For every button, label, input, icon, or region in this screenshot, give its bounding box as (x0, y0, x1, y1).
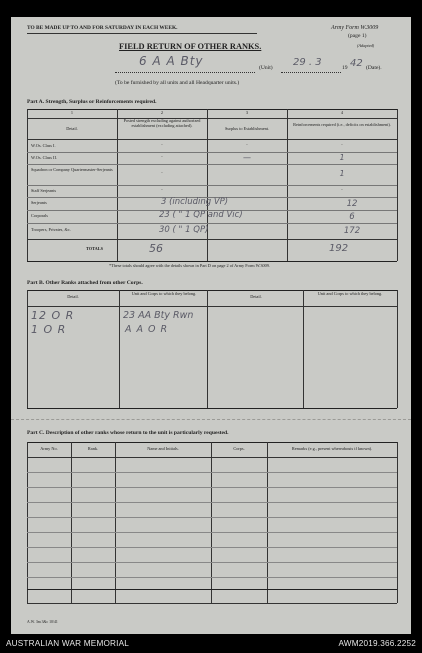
form-title: FIELD RETURN OF OTHER RANKS. (119, 42, 262, 51)
part-c-row-rule (27, 472, 397, 473)
page-number: (page 1) (348, 33, 367, 39)
part-c-row-rule (27, 487, 397, 488)
row-reinf: - (341, 187, 343, 192)
part-a-header-rule (27, 139, 397, 140)
part-c-header: Rank. (87, 446, 99, 451)
totals-label: TOTALS (86, 246, 104, 251)
part-b-col-line (119, 290, 120, 408)
part-b-col-line (27, 290, 28, 408)
row-reinf: 12 (346, 199, 358, 209)
part-c-heading: Part C. Description of other ranks whose return to the unit is particularly requested. (27, 430, 229, 436)
date-line (281, 72, 341, 73)
part-b-heading: Part B. Other Ranks attached from other Corps. (27, 280, 143, 286)
row-reinf: - (341, 142, 343, 147)
total-posted: 56 (149, 242, 163, 255)
part-c-row-rule (27, 532, 397, 533)
part-b-col-line (303, 290, 304, 408)
row-rule (27, 185, 397, 186)
year-handwritten: 42 (350, 58, 363, 69)
unit-handwritten: 6 A A Bty (139, 54, 204, 68)
part-a-col-line (397, 109, 398, 261)
part-b-detail: 12 O R (31, 309, 75, 322)
header-posted: Posted strength excluding against authorized establishment (excluding attached). (123, 118, 201, 128)
date-label: (Date). (366, 65, 382, 71)
part-b-header: Detail. (67, 294, 79, 299)
header-surplus: Surplus to Establishment. (224, 126, 270, 131)
form-subtitle: (To be furnished by all units and all Headquarter units.) (115, 80, 240, 86)
part-c-header: Name and Initials. (147, 446, 179, 451)
part-a-heading: Part A. Strength, Surplus or Reinforcements required. (27, 99, 157, 105)
unit-label: (Unit) (259, 65, 273, 71)
part-c-col-line (211, 442, 212, 603)
col-number-3: 3 (245, 110, 249, 115)
row-posted: 3 (including VP) (161, 197, 229, 207)
row-posted: - (161, 170, 163, 175)
part-c-col-line (27, 442, 28, 603)
year-prefix: 19 (342, 65, 348, 71)
col-number-1: 1 (70, 110, 74, 115)
part-c-row-rule (27, 517, 397, 518)
part-c-header-rule (27, 457, 397, 458)
part-b-detail: 1 O R (31, 323, 67, 336)
top-note: TO BE MADE UP TO AND FOR SATURDAY IN EACH WEEK. (27, 25, 178, 31)
row-posted: 30 ( " 1 QP) (159, 225, 209, 235)
col-number-2: 2 (160, 110, 164, 115)
row-detail: Corporals (31, 213, 48, 218)
part-c-col-line (267, 442, 268, 603)
row-detail: Staff Serjeants (31, 188, 57, 193)
row-detail: Troopers, Privates, &c. (31, 227, 71, 232)
row-reinf: 1 (339, 153, 345, 162)
footer-right: AWM2019.366.2252 (338, 639, 416, 648)
fold-line (11, 419, 411, 420)
total-reinforcements: 192 (329, 243, 349, 254)
part-b-header: Unit and Corps to which they belong. (317, 291, 383, 296)
part-c-row-rule (27, 502, 397, 503)
row-detail: W.Os. Class II. (31, 155, 57, 160)
part-c-row-rule (27, 547, 397, 548)
part-b-unit: A A O R (125, 324, 169, 335)
unit-line (115, 72, 255, 73)
part-b-col-line (207, 290, 208, 408)
part-c-end-rule (27, 603, 397, 604)
part-b-col-line (397, 290, 398, 408)
row-reinf: 1 (339, 169, 345, 178)
row-posted: 23 ( " 1 QP and Vic) (159, 210, 243, 220)
form-number: Army Form W.3009 (331, 25, 379, 31)
part-b-unit: 23 AA Bty Rwn (123, 310, 194, 321)
part-b-header-rule (27, 306, 397, 307)
top-note-underline (27, 33, 257, 34)
part-a-footnote: *These totals should agree with the details shown in Part D on page 2 of Army Form W.3009. (109, 263, 270, 268)
row-surplus: - (246, 142, 248, 147)
row-detail: W.Os. Class I. (31, 143, 56, 148)
header-reinforcements: Reinforcements required (i.e., deficits on establishment). (293, 122, 391, 127)
part-b-header: Unit and Corps to which they belong. (131, 291, 197, 296)
part-c-col-line (397, 442, 398, 603)
part-c-header: Corps. (233, 446, 245, 451)
row-rule (27, 223, 397, 224)
date-handwritten: 29 . 3 (293, 57, 322, 68)
row-rule (27, 164, 397, 165)
part-c-header: Remarks (e.g., present whereabouts if known). (291, 446, 373, 451)
part-b-header: Detail. (250, 294, 262, 299)
row-posted: - (161, 142, 163, 147)
row-detail: Squadron or Company Quartermaster-Serjeants (31, 167, 113, 172)
row-posted: - (161, 187, 163, 192)
part-c-col-line (115, 442, 116, 603)
form-sheet (11, 17, 411, 634)
part-a-bottom-rule (27, 261, 397, 262)
col-number-4: 4 (340, 110, 344, 115)
row-detail: Serjeants (31, 200, 47, 205)
part-c-row-rule (27, 562, 397, 563)
part-c-top-rule (27, 442, 397, 443)
row-reinf: 172 (343, 226, 361, 236)
row-posted: - (161, 154, 163, 159)
row-reinf: 6 (349, 212, 355, 222)
part-c-row-rule (27, 577, 397, 578)
adapted-note: (Adapted) (357, 43, 375, 48)
part-b-bottom-rule (27, 408, 397, 409)
footer-left: AUSTRALIAN WAR MEMORIAL (6, 639, 130, 648)
part-a-number-rule (27, 118, 397, 119)
header-detail: Detail. (66, 126, 78, 131)
printer-note: A.W. 3m 3&c 10/41 (27, 620, 58, 624)
part-c-bottom-rule (27, 589, 397, 590)
row-surplus: — (243, 153, 251, 162)
part-c-col-line (71, 442, 72, 603)
row-rule (27, 239, 397, 240)
part-c-header: Army No. (40, 446, 58, 451)
